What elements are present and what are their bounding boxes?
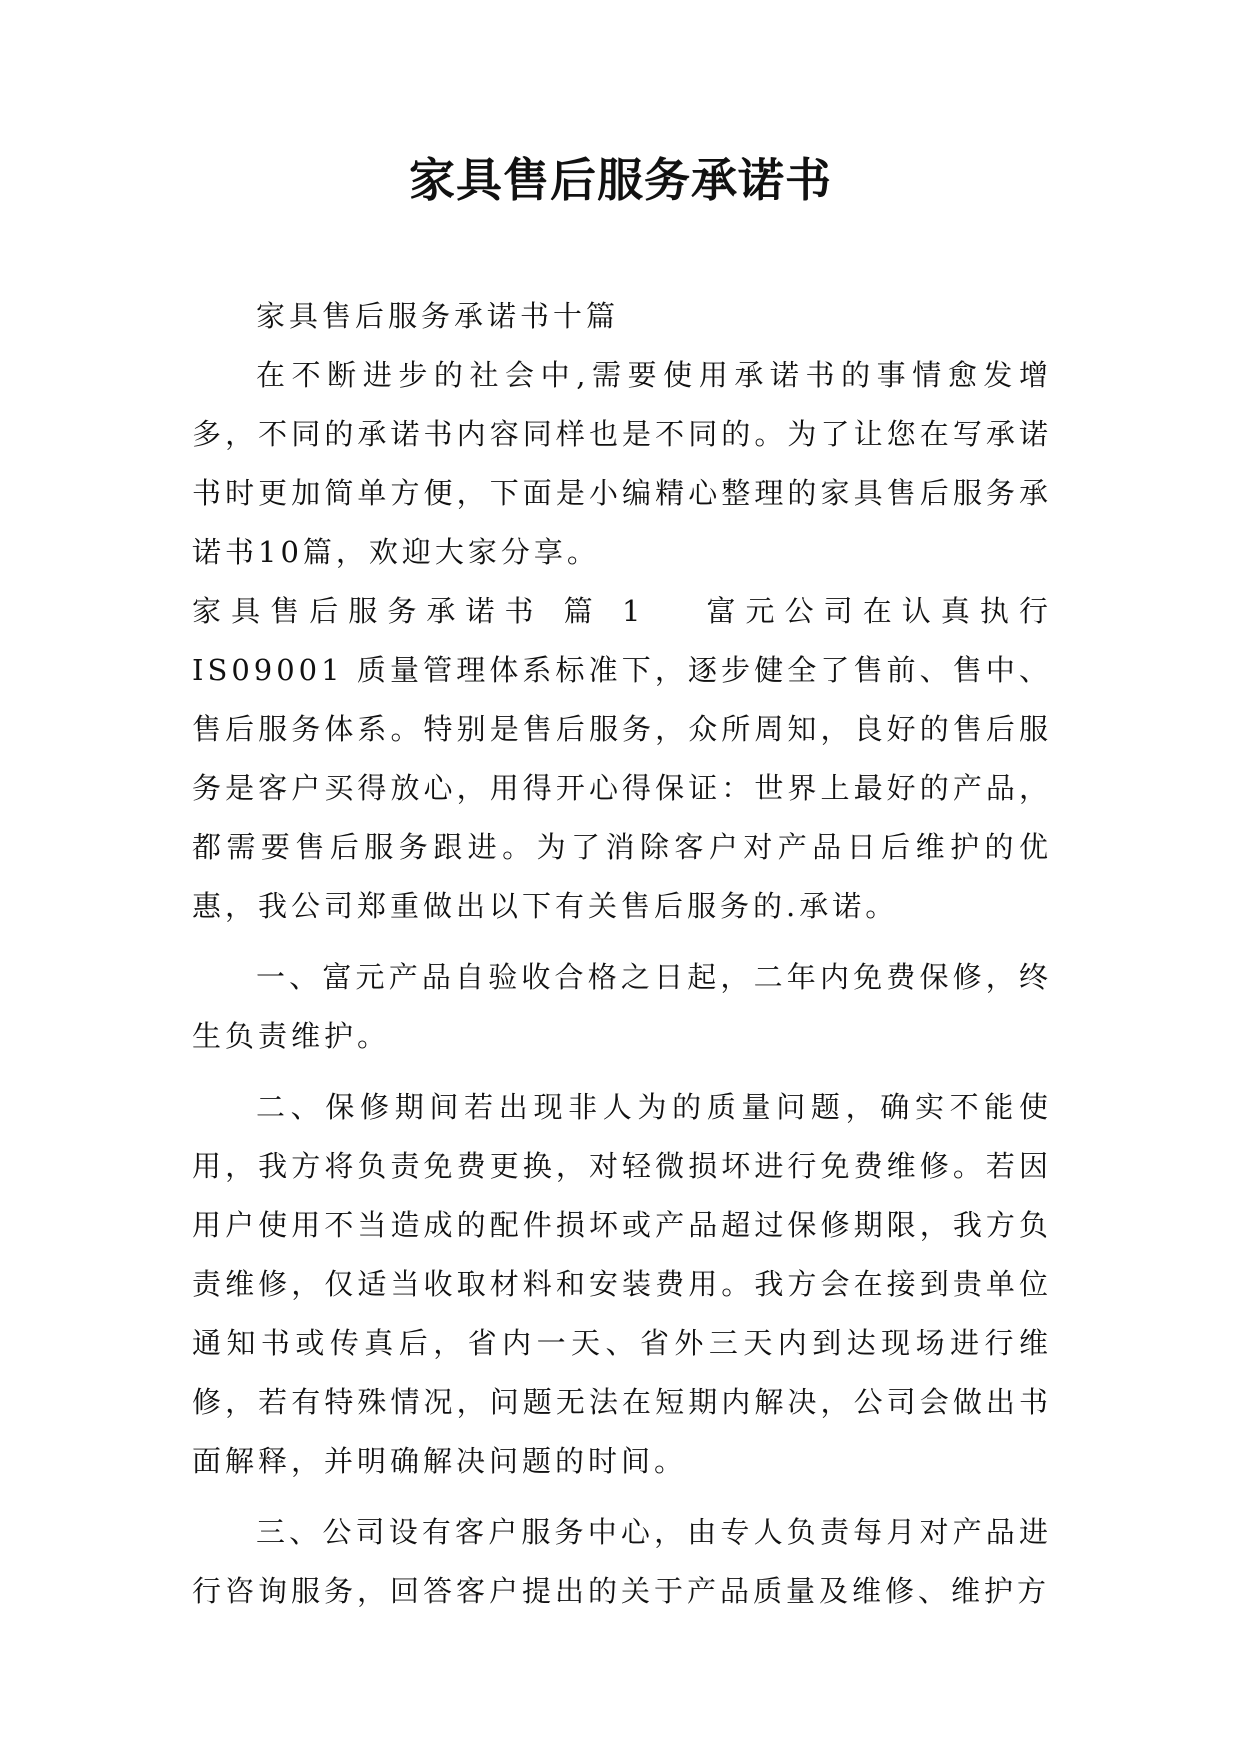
document-title: 家具售后服务承诺书 [409,153,832,207]
chapter-number: 篇 1 [563,594,645,628]
chapter-body: 富元公司在认真执行 IS09001 质量管理体系标准下，逐步健全了售前、售中、售后服务体系。特别是售后服务，众所周知，良好的售后服务是客户买得放心，用得开心得保证：世界上最好的产品，都需要售后服务跟进。为了消除客户对产品日后维护的优惠，我公司郑重做出以下有关售后服务的.承诺。 [192,594,1052,923]
commitment-item-1: 一、富元产品自验收合格之日起，二年内免费保修，终生负责维护。 [192,960,1052,1053]
document-body [192,287,1052,1621]
intro-paragraph: 在不断进步的社会中,需要使用承诺书的事情愈发增多，不同的承诺书内容同样也是不同的。为了让您在写承诺书时更加简单方便，下面是小编精心整理的家具售后服务承诺书10篇，欢迎大家分享。 [192,358,1052,569]
chapter-heading: 家具售后服务承诺书 [192,594,544,628]
commitment-item-3: 三、公司设有客户服务中心，由专人负责每月对产品进行咨询服务，回答客户提出的关于产品质量及维修、维护方 [192,1515,1052,1608]
chapter-paragraph [192,582,1052,936]
commitment-item-2: 二、保修期间若出现非人为的质量问题，确实不能使用，我方将负责免费更换，对轻微损坏进行免费维修。若因用户使用不当造成的配件损坏或产品超过保修期限，我方负责维修，仅适当收取材料和安装费用。我方会在接到贵单位通知书或传真后，省内一天、省外三天内到达现场进行维修，若有特殊情况，问题无法在短期内解决，公司会做出书面解释，并明确解决问题的时间。 [192,1090,1052,1478]
subtitle-paragraph: 家具售后服务承诺书十篇 [256,299,620,333]
